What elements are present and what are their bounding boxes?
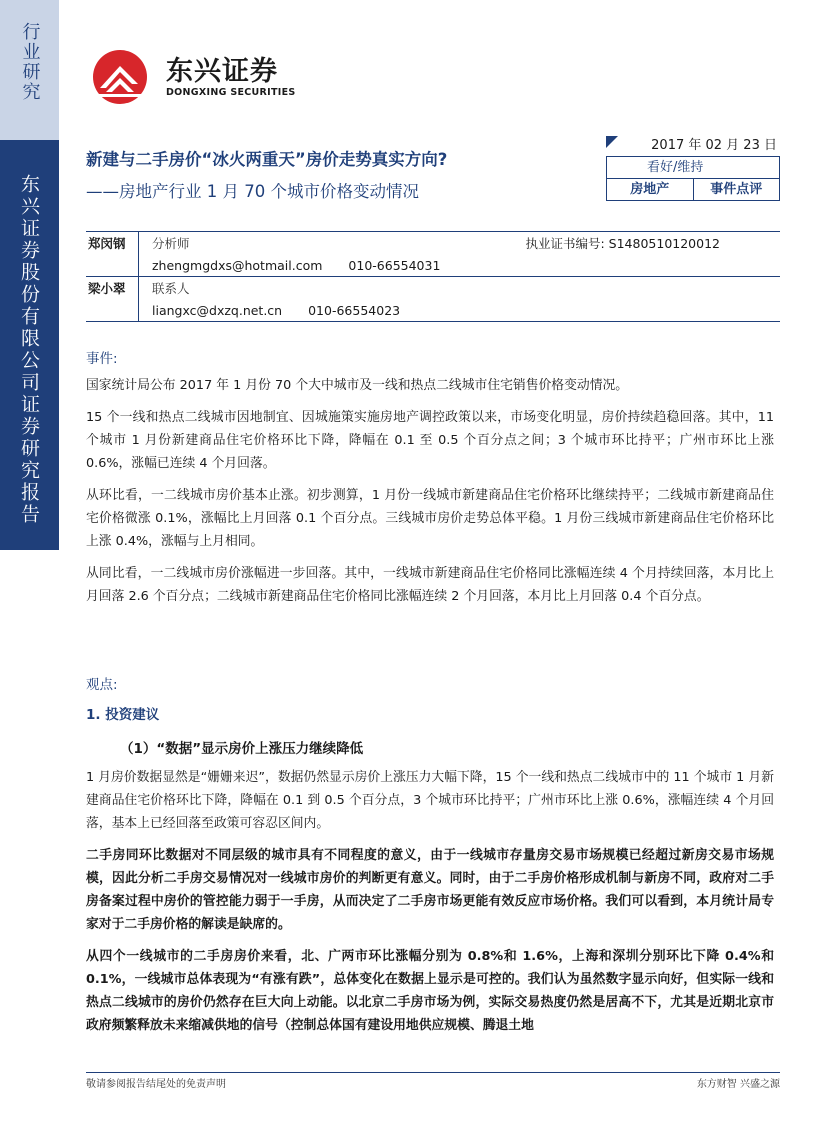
sidebar-company <box>0 140 59 550</box>
contact-phone: 010-66554023 <box>308 302 401 318</box>
report-date: 2017 年 02 月 23 日 <box>651 138 777 153</box>
event-body <box>86 374 774 608</box>
tag-row <box>606 178 780 201</box>
report-title: 新建与二手房价“冰火两重天”房价走势真实方向? <box>86 150 448 169</box>
footer-disclaimer: 敬请参阅报告结尾处的免责声明 <box>86 1079 226 1090</box>
event-paragraph: 从环比看，一二线城市房价基本止涨。初步测算，1 月份一线城市新建商品住宅价格环比继续持平；二线城市新建商品住宅价格微涨 0.1%，涨幅比上月回落 0.1 个百分点。三线城市房价走势总体平稳。1 月份三线城市新建商品住宅价格环比上涨 0.4%，涨幅与上月相同。 <box>86 488 774 549</box>
logo-name-cn: 东兴证券 <box>166 55 278 87</box>
event-paragraph: 15 个一线和热点二线城市因地制宜、因城施策实施房地产调控政策以来，市场变化明显，房价持续趋稳回落。其中，11 个城市 1 月份新建商品住宅价格环比下降，降幅在 0.1 至 0.5 个百分点之间；3 个城市环比持平；广州市环比上涨 0.6%，涨幅已连续 4 个月回落。 <box>86 410 774 471</box>
contact-role: 联系人 <box>152 281 190 296</box>
views-body <box>86 766 774 1037</box>
analyst-cert: 执业证书编号: S1480510120012 <box>525 236 720 251</box>
logo-name-en: DONGXING SECURITIES <box>166 86 296 98</box>
analyst-table <box>86 231 780 322</box>
date-row <box>606 136 780 157</box>
views-paragraph-bold: 从四个一线城市的二手房房价来看，北、广两市环比涨幅分别为 0.8%和 1.6%，上海和深圳分别环比下降 0.4%和 0.1%，一线城市总体表现为“有涨有跌”，总体变化在数据上显示是可控的。我们认为虽然数字显示向好，但实际一线和热点二线城市的房价仍然存在巨大向上动能。以北京二手房市场为例，实际交易热度仍然是居高不下，尤其是近期北京市政府频繁释放未来缩减供地的信号（控制总体国有建设用地供应规模、腾退土地 <box>86 949 774 1033</box>
report-meta-box <box>606 136 780 201</box>
sidebar-company-label: 东兴证券股份有限公司证券研究报告 <box>18 174 40 526</box>
event-paragraph: 从同比看，一二线城市房价涨幅进一步回落。其中，一线城市新建商品住宅价格同比涨幅连续 4 个月持续回落，本月比上月回落 2.6 个百分点；二线城市新建商品住宅价格同比涨幅连续 2 个月回落，本月比上月回落 0.4 个百分点。 <box>86 566 774 604</box>
analyst-email: zhengmgdxs@hotmail.com <box>152 257 323 273</box>
company-logo <box>86 48 296 106</box>
sidebar-category-label: 行业研究 <box>19 22 41 102</box>
subsection-heading: （1）“数据”显示房价上涨压力继续降低 <box>120 741 364 757</box>
report-subtitle: ——房地产行业 1 月 70 个城市价格变动情况 <box>86 182 419 201</box>
contact-name: 梁小翠 <box>88 281 126 296</box>
analyst-row <box>86 232 780 254</box>
analyst-role: 分析师 <box>152 236 190 251</box>
event-heading: 事件: <box>86 351 118 367</box>
views-paragraph-bold: 二手房同环比数据对不同层级的城市具有不同程度的意义，由于一线城市存量房交易市场规模已经超过新房交易市场规模，因此分析二手房交易情况对一线城市房价的判断更有意义。同时，由于二手房价格形成机制与新房不同，政府对二手房备案过程中房价的管控能力弱于一手房，从而决定了二手房市场更能有效反应市场价格。我们可以看到，本月统计局专家对于二手房价格的解读是缺席的。 <box>86 848 774 932</box>
dongxing-logo-icon <box>86 48 158 106</box>
views-heading: 观点: <box>86 677 118 693</box>
sidebar-category <box>0 0 59 140</box>
type-tag: 事件点评 <box>693 179 780 200</box>
contact-row <box>86 276 780 299</box>
sector-tag: 房地产 <box>630 182 670 197</box>
page-footer <box>86 1072 780 1090</box>
event-paragraph: 国家统计局公布 2017 年 1 月份 70 个大中城市及一线和热点二线城市住宅销售价格变动情况。 <box>86 378 629 393</box>
analyst-phone: 010-66554031 <box>348 257 441 273</box>
contact-contact-row <box>86 299 780 321</box>
views-paragraph: 1 月房价数据显然是“姗姗来迟”，数据仍然显示房价上涨压力大幅下降，15 个一线和热点二线城市中的 11 个城市 1 月新建商品住宅价格环比下降，降幅在 0.1 到 0.5 个百分点，3 个城市环比持平；广州市环比上涨 0.6%，涨幅连续 4 个月回落，基本上已经回落至政策可容忍区间内。 <box>86 770 774 831</box>
footer-slogan: 东方财智 兴盛之源 <box>696 1079 780 1090</box>
triangle-icon <box>606 136 618 148</box>
contact-email: liangxc@dxzq.net.cn <box>152 302 283 318</box>
rating: 看好/维持 <box>606 157 780 178</box>
analyst-name: 郑闵钢 <box>88 236 126 251</box>
section-heading: 1. 投资建议 <box>86 707 160 723</box>
analyst-contact-row <box>86 254 780 276</box>
